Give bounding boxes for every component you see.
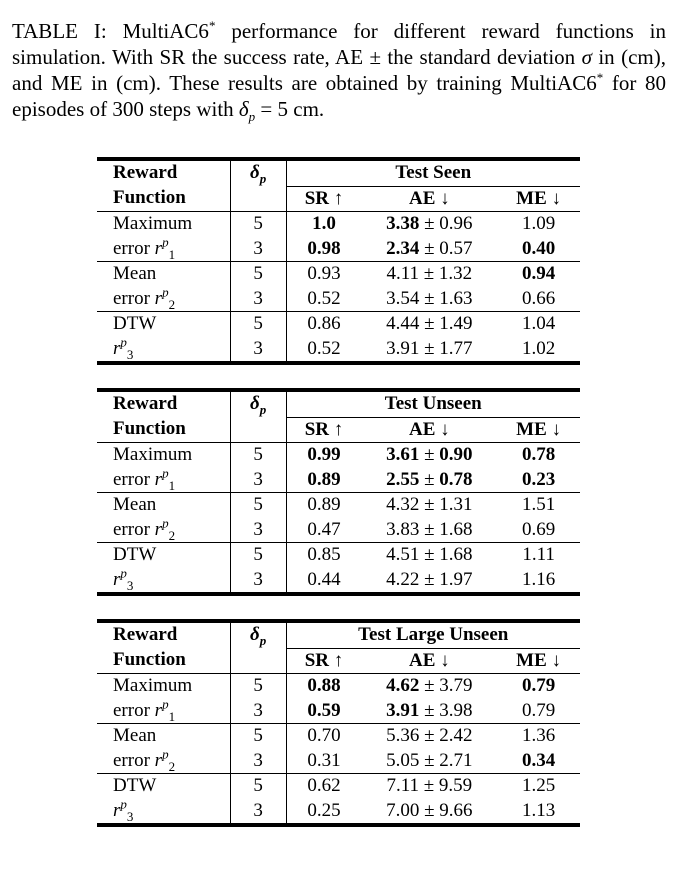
reward-symbol: r: [113, 799, 121, 821]
table-row: [97, 799, 580, 826]
ae-pm: ±: [419, 675, 440, 696]
delta-value: 5: [253, 675, 263, 696]
ae-pm: ±: [419, 444, 440, 465]
me-value: 1.02: [521, 337, 556, 359]
table-row: [97, 443, 580, 468]
caption-label: TABLE I:: [12, 19, 107, 43]
reward-sub: 1: [168, 246, 176, 262]
me-value: 1.51: [521, 494, 556, 515]
reward-sup: p: [120, 334, 127, 350]
ae-std: 0.96: [439, 213, 473, 234]
row-label: DTW: [113, 313, 157, 334]
me-value: 0.79: [521, 699, 556, 721]
me-value: 1.16: [521, 568, 556, 590]
ae-mean: 7.11: [386, 775, 419, 796]
reward-symbol: r: [154, 468, 163, 490]
me-value: 0.66: [521, 287, 556, 309]
ae-pm: ±: [419, 213, 440, 234]
row-label: DTW: [113, 544, 157, 565]
delta-value: 5: [253, 725, 263, 746]
delta-value: 3: [253, 287, 263, 309]
reward-sub: 3: [126, 808, 134, 824]
sr-value: 0.47: [307, 518, 341, 540]
ae-pm: ±: [419, 749, 440, 771]
table-title: Test Seen: [395, 162, 472, 183]
sr-value: 0.62: [307, 775, 341, 796]
table-block: [97, 619, 580, 827]
header-reward: Reward: [113, 393, 178, 415]
header-delta: δ: [250, 393, 260, 415]
table-row: [97, 337, 580, 364]
reward-sup: p: [120, 565, 127, 581]
row-label: Mean: [113, 494, 157, 515]
row-label: error: [113, 237, 155, 259]
table-row: [97, 749, 580, 774]
table-row: [97, 543, 580, 568]
ae-mean: 4.51: [386, 544, 420, 565]
me-value: 0.94: [521, 263, 556, 284]
ae-mean: 3.83: [386, 518, 420, 540]
reward-symbol: r: [113, 337, 121, 359]
ae-mean: 2.55: [386, 468, 420, 490]
table-row: [97, 724, 580, 749]
sr-value: 0.52: [307, 337, 341, 359]
header-sr: SR ↑: [304, 418, 344, 440]
ae-mean: 7.00: [386, 799, 420, 821]
table-row: [97, 262, 580, 287]
table-row: [97, 568, 580, 595]
ae-mean: 4.44: [386, 313, 420, 334]
header-reward: Reward: [113, 624, 178, 646]
table-caption: [12, 18, 666, 125]
me-value: 0.79: [521, 675, 556, 696]
reward-symbol: r: [113, 568, 121, 590]
delta-value: 3: [253, 568, 263, 590]
row-label: error: [113, 699, 155, 721]
caption-delta-sub: p: [248, 109, 256, 125]
reward-sup: p: [162, 284, 169, 300]
header-me: ME ↓: [516, 649, 562, 671]
table-row: [97, 699, 580, 724]
table-row: [97, 237, 580, 262]
header-delta-sub: p: [259, 402, 267, 418]
ae-mean: 4.32: [386, 494, 420, 515]
ae-mean: 3.61: [386, 444, 420, 465]
ae-mean: 4.22: [386, 568, 420, 590]
caption-star-2: *: [596, 70, 604, 85]
results-table: [97, 388, 580, 596]
ae-pm: ±: [419, 544, 440, 565]
delta-value: 5: [253, 444, 263, 465]
delta-value: 5: [253, 775, 263, 796]
ae-std: 1.63: [439, 287, 473, 309]
delta-value: 3: [253, 518, 263, 540]
sr-value: 0.52: [307, 287, 341, 309]
ae-mean: 4.62: [386, 675, 420, 696]
me-value: 0.69: [521, 518, 556, 540]
table-row: [97, 312, 580, 337]
ae-mean: 5.36: [386, 725, 420, 746]
header-reward: Reward: [113, 162, 178, 184]
caption-sigma: σ: [581, 45, 592, 69]
reward-symbol: r: [154, 287, 163, 309]
ae-pm: ±: [419, 725, 440, 746]
reward-symbol: r: [154, 518, 163, 540]
reward-sub: 1: [168, 477, 176, 493]
results-table: [97, 619, 580, 827]
ae-std: 9.59: [438, 775, 473, 796]
ae-std: 0.78: [439, 468, 473, 490]
sr-value: 0.85: [307, 544, 341, 565]
reward-symbol: r: [154, 237, 163, 259]
reward-sub: 3: [126, 346, 134, 362]
ae-std: 3.79: [439, 675, 473, 696]
ae-pm: ±: [419, 337, 440, 359]
ae-mean: 4.11: [386, 263, 419, 284]
ae-std: 1.97: [439, 568, 473, 590]
caption-text-4: = 5 cm.: [255, 97, 325, 121]
ae-std: 1.32: [438, 263, 473, 284]
ae-std: 1.68: [439, 544, 473, 565]
table-row: [97, 774, 580, 799]
caption-text-2: in (cm), and ME in (cm). These results are obtained by training MultiAC6: [12, 45, 666, 95]
reward-symbol: r: [154, 699, 163, 721]
sr-value: 0.25: [307, 799, 341, 821]
reward-sup: p: [162, 234, 169, 250]
delta-value: 3: [253, 749, 263, 771]
caption-star: *: [208, 18, 216, 33]
reward-sub: 3: [126, 577, 134, 593]
row-label: Maximum: [113, 444, 193, 465]
ae-mean: 3.54: [386, 287, 420, 309]
ae-pm: ±: [419, 799, 440, 821]
sr-value: 0.93: [307, 263, 341, 284]
caption-text-1: performance for different reward functions in simulation. With SR the success rate, AE ± the standard deviation: [12, 19, 666, 69]
table-block: [97, 157, 580, 365]
sr-value: 0.44: [307, 568, 341, 590]
ae-pm: ±: [418, 775, 439, 796]
ae-std: 1.31: [439, 494, 473, 515]
header-function: Function: [113, 649, 186, 671]
row-label: Maximum: [113, 675, 193, 696]
header-me: ME ↓: [516, 418, 562, 440]
table-block: [97, 388, 580, 596]
ae-std: 0.57: [439, 237, 473, 259]
ae-mean: 2.34: [386, 237, 420, 259]
table-row: [97, 674, 580, 699]
header-delta-sub: p: [259, 171, 267, 187]
row-label: Mean: [113, 263, 157, 284]
ae-pm: ±: [418, 263, 439, 284]
ae-pm: ±: [419, 568, 440, 590]
delta-value: 3: [253, 337, 263, 359]
sr-value: 0.70: [307, 725, 341, 746]
row-label: Maximum: [113, 213, 193, 234]
ae-pm: ±: [419, 699, 440, 721]
sr-value: 0.86: [307, 313, 341, 334]
row-label: DTW: [113, 775, 157, 796]
delta-value: 5: [253, 263, 263, 284]
ae-pm: ±: [419, 518, 440, 540]
header-ae: AE ↓: [408, 187, 450, 209]
header-function: Function: [113, 418, 186, 440]
ae-pm: ±: [419, 468, 440, 490]
me-value: 1.25: [521, 775, 556, 796]
ae-std: 3.98: [439, 699, 473, 721]
reward-sub: 2: [168, 527, 176, 543]
ae-mean: 3.91: [386, 337, 420, 359]
delta-value: 3: [253, 799, 263, 821]
sr-value: 0.99: [307, 444, 341, 465]
ae-std: 1.68: [439, 518, 473, 540]
ae-pm: ±: [419, 237, 440, 259]
row-label: error: [113, 518, 155, 540]
header-sr: SR ↑: [304, 649, 344, 671]
header-row: [97, 390, 580, 417]
ae-std: 0.90: [439, 444, 473, 465]
reward-sub: 2: [168, 296, 176, 312]
header-row: [97, 159, 580, 186]
sr-value: 0.88: [307, 675, 341, 696]
delta-value: 3: [253, 699, 263, 721]
reward-sup: p: [162, 465, 169, 481]
row-label: error: [113, 468, 155, 490]
ae-std: 1.77: [439, 337, 473, 359]
ae-std: 2.42: [439, 725, 473, 746]
sr-value: 0.89: [307, 468, 341, 490]
header-row: [97, 621, 580, 648]
table-row: [97, 493, 580, 518]
delta-value: 5: [253, 544, 263, 565]
reward-sup: p: [162, 696, 169, 712]
ae-mean: 3.38: [386, 213, 420, 234]
me-value: 1.04: [521, 313, 556, 334]
sr-value: 0.89: [307, 494, 341, 515]
sr-value: 1.0: [312, 213, 336, 234]
table-row: [97, 468, 580, 493]
ae-std: 1.49: [439, 313, 473, 334]
reward-sup: p: [162, 515, 169, 531]
results-table: [97, 157, 580, 365]
delta-value: 5: [253, 494, 263, 515]
delta-value: 5: [253, 313, 263, 334]
delta-value: 5: [253, 213, 263, 234]
me-value: 0.34: [521, 749, 556, 771]
sr-value: 0.59: [307, 699, 341, 721]
header-row: [97, 186, 580, 212]
reward-sup: p: [120, 796, 127, 812]
ae-pm: ±: [419, 494, 440, 515]
caption-model: MultiAC6: [122, 19, 209, 43]
sr-value: 0.31: [307, 749, 341, 771]
header-delta-sub: p: [259, 633, 267, 649]
table-title: Test Unseen: [384, 393, 482, 414]
me-value: 1.11: [522, 544, 555, 565]
row-label: error: [113, 287, 155, 309]
table-title: Test Large Unseen: [358, 624, 509, 645]
me-value: 0.78: [521, 444, 556, 465]
me-value: 0.40: [521, 237, 556, 259]
me-value: 1.09: [521, 213, 556, 234]
ae-std: 9.66: [439, 799, 473, 821]
me-value: 0.23: [521, 468, 556, 490]
header-delta: δ: [250, 162, 260, 184]
ae-pm: ±: [419, 313, 440, 334]
me-value: 1.13: [521, 799, 556, 821]
table-row: [97, 212, 580, 237]
header-sr: SR ↑: [304, 187, 344, 209]
row-label: Mean: [113, 725, 157, 746]
header-delta: δ: [250, 624, 260, 646]
me-value: 1.36: [521, 725, 556, 746]
ae-std: 2.71: [439, 749, 473, 771]
reward-sub: 1: [168, 708, 176, 724]
header-function: Function: [113, 187, 186, 209]
ae-mean: 5.05: [386, 749, 420, 771]
header-ae: AE ↓: [408, 418, 450, 440]
reward-symbol: r: [154, 749, 163, 771]
table-row: [97, 518, 580, 543]
reward-sup: p: [162, 746, 169, 762]
sr-value: 0.98: [307, 237, 341, 259]
caption-text-3: for 80 episodes of 300 steps with: [12, 71, 666, 121]
caption-delta: δ: [238, 97, 249, 121]
delta-value: 3: [253, 468, 263, 490]
delta-value: 3: [253, 237, 263, 259]
header-ae: AE ↓: [408, 649, 450, 671]
ae-pm: ±: [419, 287, 440, 309]
header-row: [97, 417, 580, 443]
ae-mean: 3.91: [386, 699, 420, 721]
table-row: [97, 287, 580, 312]
reward-sub: 2: [168, 758, 176, 774]
header-row: [97, 648, 580, 674]
row-label: error: [113, 749, 155, 771]
header-me: ME ↓: [516, 187, 562, 209]
